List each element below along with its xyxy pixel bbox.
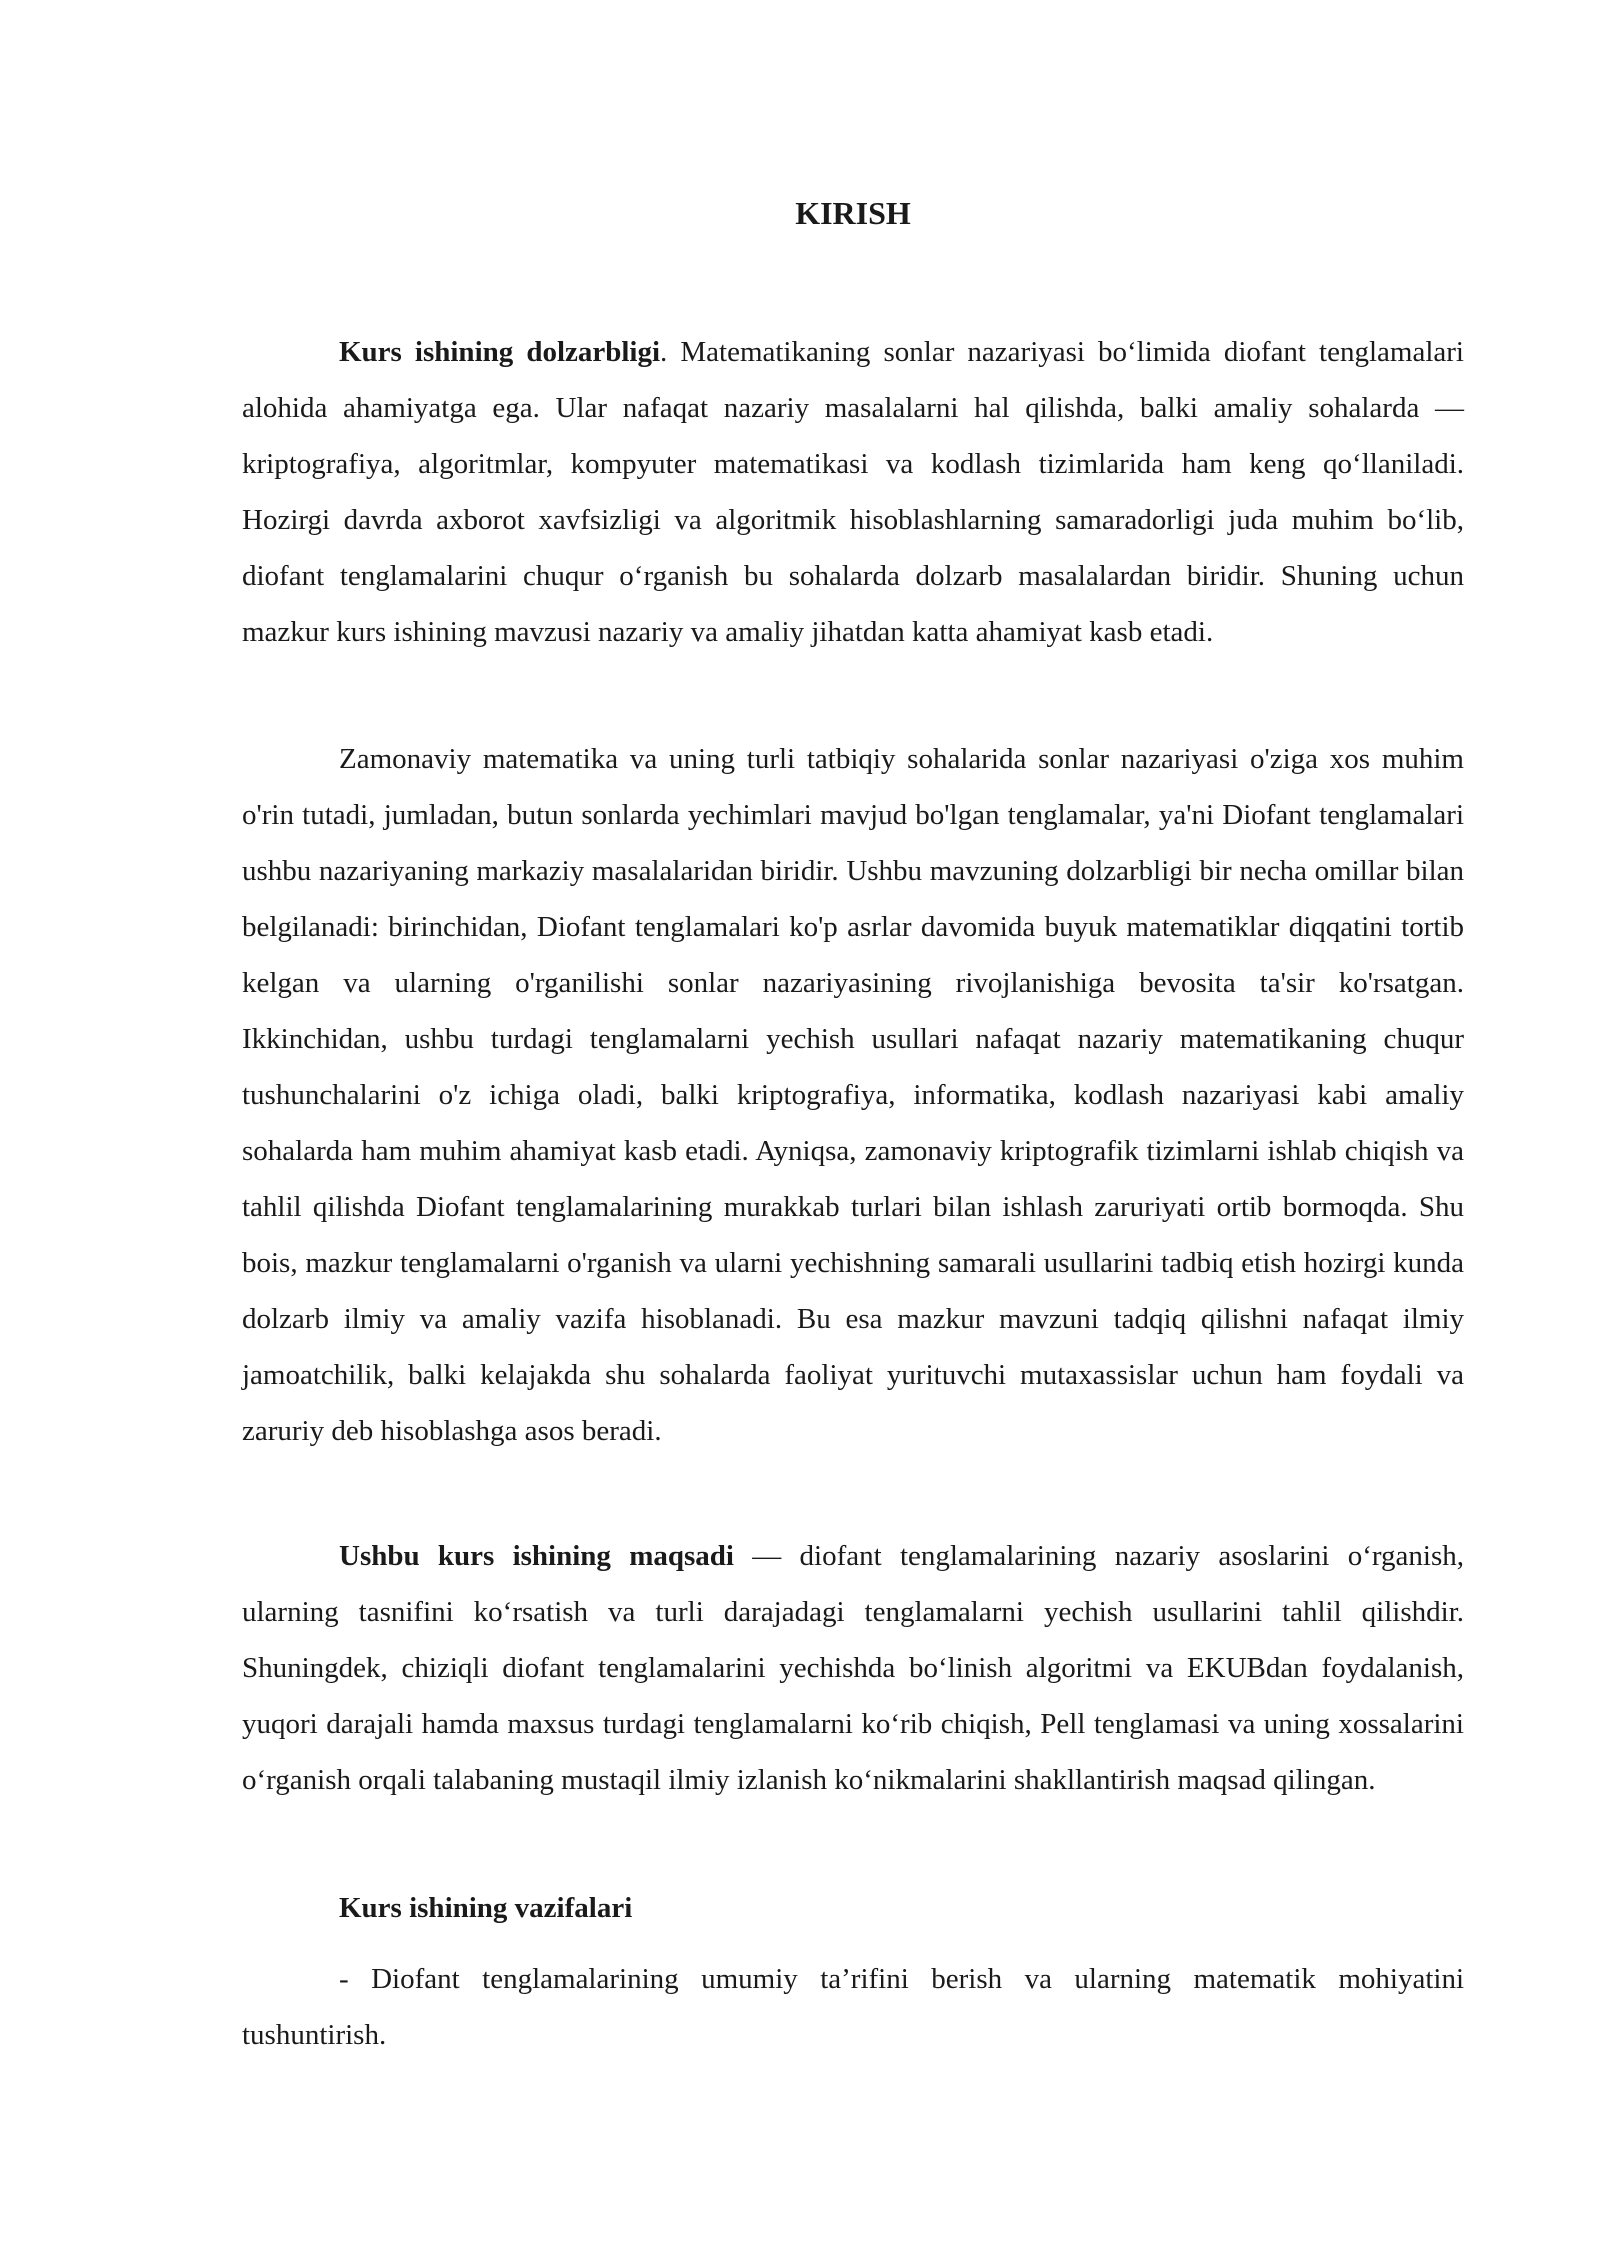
paragraph-lead: Kurs ishining dolzarbligi [339,336,661,368]
task-list-item [242,1951,1464,2063]
paragraph-relevance [242,324,1464,660]
paragraph-text: — diofant tenglamalarining nazariy asoslarini o‘rganish, ularning tasnifini ko‘rsatish va turli darajadagi tenglamalarni yechish usullarini tahlil qilishdir. Shuningdek, chiziqli diofant tenglamalarini yechishda bo‘linish algoritmi va EKUBdan foydalanish, yuqori darajali hamda maxsus turdagi tenglamalarni ko‘rib chiqish, Pell tenglamasi va uning xossalarini o‘rganish orqali talabaning mustaqil ilmiy izlanish ko‘nikmalarini shakllantirish maqsad qilingan. [242,1540,1464,1796]
paragraph-text: - Diofant tenglamalarining umumiy ta’rifini berish va ularning matematik mohiyatini tushuntirish. [242,1963,1464,2051]
page-title: KIRISH [795,195,911,231]
paragraph-lead: Kurs ishining vazifalari [339,1892,633,1924]
paragraph-lead: Ushbu kurs ishining maqsadi [339,1540,734,1572]
paragraph-goal [242,1528,1464,1808]
paragraph-text: Zamonaviy matematika va uning turli tatbiqiy sohalarida sonlar nazariyasi o'ziga xos muhim o'rin tutadi, jumladan, butun sonlarda yechimlari mavjud bo'lgan tenglamalar, ya'ni Diofant tenglamalari ushbu nazariyaning markaziy masalalaridan biridir. Ushbu mavzuning dolzarbligi bir necha omillar bilan belgilanadi: birinchidan, Diofant tenglamalari ko'p asrlar davomida buyuk matematiklar diqqatini tortib kelgan va ularning o'rganilishi sonlar nazariyasining rivojlanishiga bevosita ta'sir ko'rsatgan. Ikkinchidan, ushbu turdagi tenglamalarni yechish usullari nafaqat nazariy matematikaning chuqur tushunchalarini o'z ichiga oladi, balki kriptografiya, informatika, kodlash nazariyasi kabi amaliy sohalarda ham muhim ahamiyat kasb etadi. Ayniqsa, zamonaviy kriptografik tizimlarni ishlab chiqish va tahlil qilishda Diofant tenglamalarining murakkab turlari bilan ishlash zaruriyati ortib bormoqda. Shu bois, mazkur tenglamalarni o'rganish va ularni yechishning samarali usullarini tadbiq etish hozirgi kunda dolzarb ilmiy va amaliy vazifa hisoblanadi. Bu esa mazkur mavzuni tadqiq qilishni nafaqat ilmiy jamoatchilik, balki kelajakda shu sohalarda faoliyat yurituvchi mutaxassislar uchun ham foydali va zaruriy deb hisoblashga asos beradi. [242,743,1464,1447]
section-heading-tasks [242,1880,1464,1936]
paragraph-importance [242,731,1464,1459]
paragraph-text: . Matematikaning sonlar nazariyasi bo‘limida diofant tenglamalari alohida ahamiyatga ega. Ular nafaqat nazariy masalalarni hal qilishda, balki amaliy sohalarda — kriptografiya, algoritmlar, kompyuter matematikasi va kodlash tizimlarida ham keng qo‘llaniladi. Hozirgi davrda axborot xavfsizligi va algoritmik hisoblashlarning samaradorligi juda muhim bo‘lib, diofant tenglamalarini chuqur o‘rganish bu sohalarda dolzarb masalalardan biridir. Shuning uchun mazkur kurs ishining mavzusi nazariy va amaliy jihatdan katta ahamiyat kasb etadi. [242,336,1464,648]
